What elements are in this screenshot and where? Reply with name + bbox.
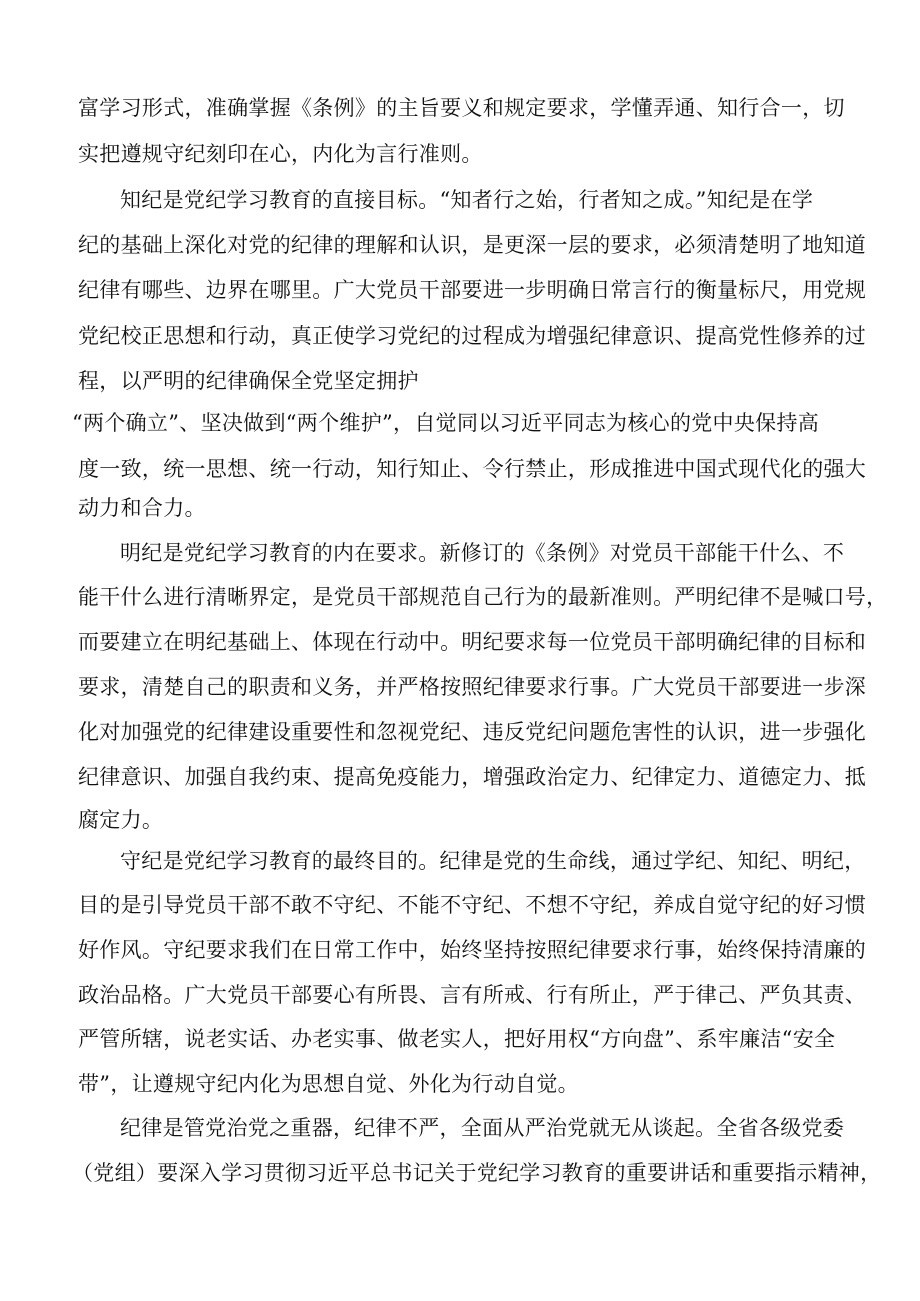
paragraph-start-line: 守纪是党纪学习教育的最终目的。纪律是党的生命线，通过学纪、知纪、明纪， [120,849,866,873]
text-line: 腐定力。 [78,808,164,832]
text-line: “两个确立”、坚决做到“两个维护”，自觉同以习近平同志为核心的党中央保持高 [72,411,820,435]
text-line: 而要建立在明纪基础上、体现在行动中。明纪要求每一位党员干部明确纪律的目标和 [78,630,867,654]
text-line: 党纪校正思想和行动，真正使学习党纪的过程成为增强纪律意识、提高党性修养的过 [78,324,867,348]
text-line: 目的是引导党员干部不敢不守纪、不能不守纪、不想不守纪，养成自觉守纪的好习惯 [78,893,867,917]
text-line: 度一致，统一思想、统一行动，知行知止、令行禁止，形成推进中国式现代化的强大 [78,457,867,481]
text-line: （党组）要深入学习贯彻习近平总书记关于党纪学习教育的重要讲话和重要指示精神， [72,1161,882,1185]
text-line: 程，以严明的纪律确保全党坚定拥护 [78,369,419,393]
text-line: 富学习形式，准确掌握《条例》的主旨要义和规定要求，学懂弄通、知行合一，切 [78,96,845,120]
paragraph-start-line: 知纪是党纪学习教育的直接目标。“知者行之始，行者知之成。”知纪是在学 [120,188,814,212]
text-line: 好作风。守纪要求我们在日常工作中，始终坚持按照纪律要求行事，始终保持清廉的 [78,938,867,962]
text-line: 纪的基础上深化对党的纪律的理解和认识，是更深一层的要求，必须清楚明了地知道 [78,233,867,257]
text-line: 政治品格。广大党员干部要心有所畏、言有所戒、行有所止，严于律己、严负其责、 [78,983,867,1007]
text-line: 带”，让遵规守纪内化为思想自觉、外化为行动自觉。 [78,1072,579,1096]
text-line: 严管所辖，说老实话、办老实事、做老实人，把好用权“方向盘”、系牢廉洁“安全 [78,1027,836,1051]
text-line: 化对加强党的纪律建设重要性和忽视党纪、违反党纪问题危害性的认识，进一步强化 [78,720,867,744]
text-line: 实把遵规守纪刻印在心，内化为言行准则。 [78,142,483,166]
text-line: 能干什么进行清晰界定，是党员干部规范自己行为的最新准则。严明纪律不是喊口号， [78,585,888,609]
paragraph-start-line: 明纪是党纪学习教育的内在要求。新修订的《条例》对党员干部能干什么、不 [120,541,845,565]
paragraph-start-line: 纪律是管党治党之重器，纪律不严，全面从严治党就无从谈起。全省各级党委 [120,1116,845,1140]
text-line: 动力和合力。 [78,496,206,520]
text-line: 要求，清楚自己的职责和义务，并严格按照纪律要求行事。广大党员干部要进一步深 [78,675,867,699]
text-line: 纪律意识、加强自我约束、提高免疫能力，增强政治定力、纪律定力、道德定力、抵 [78,765,867,789]
text-line: 纪律有哪些、边界在哪里。广大党员干部要进一步明确日常言行的衡量标尺，用党规 [78,278,867,302]
